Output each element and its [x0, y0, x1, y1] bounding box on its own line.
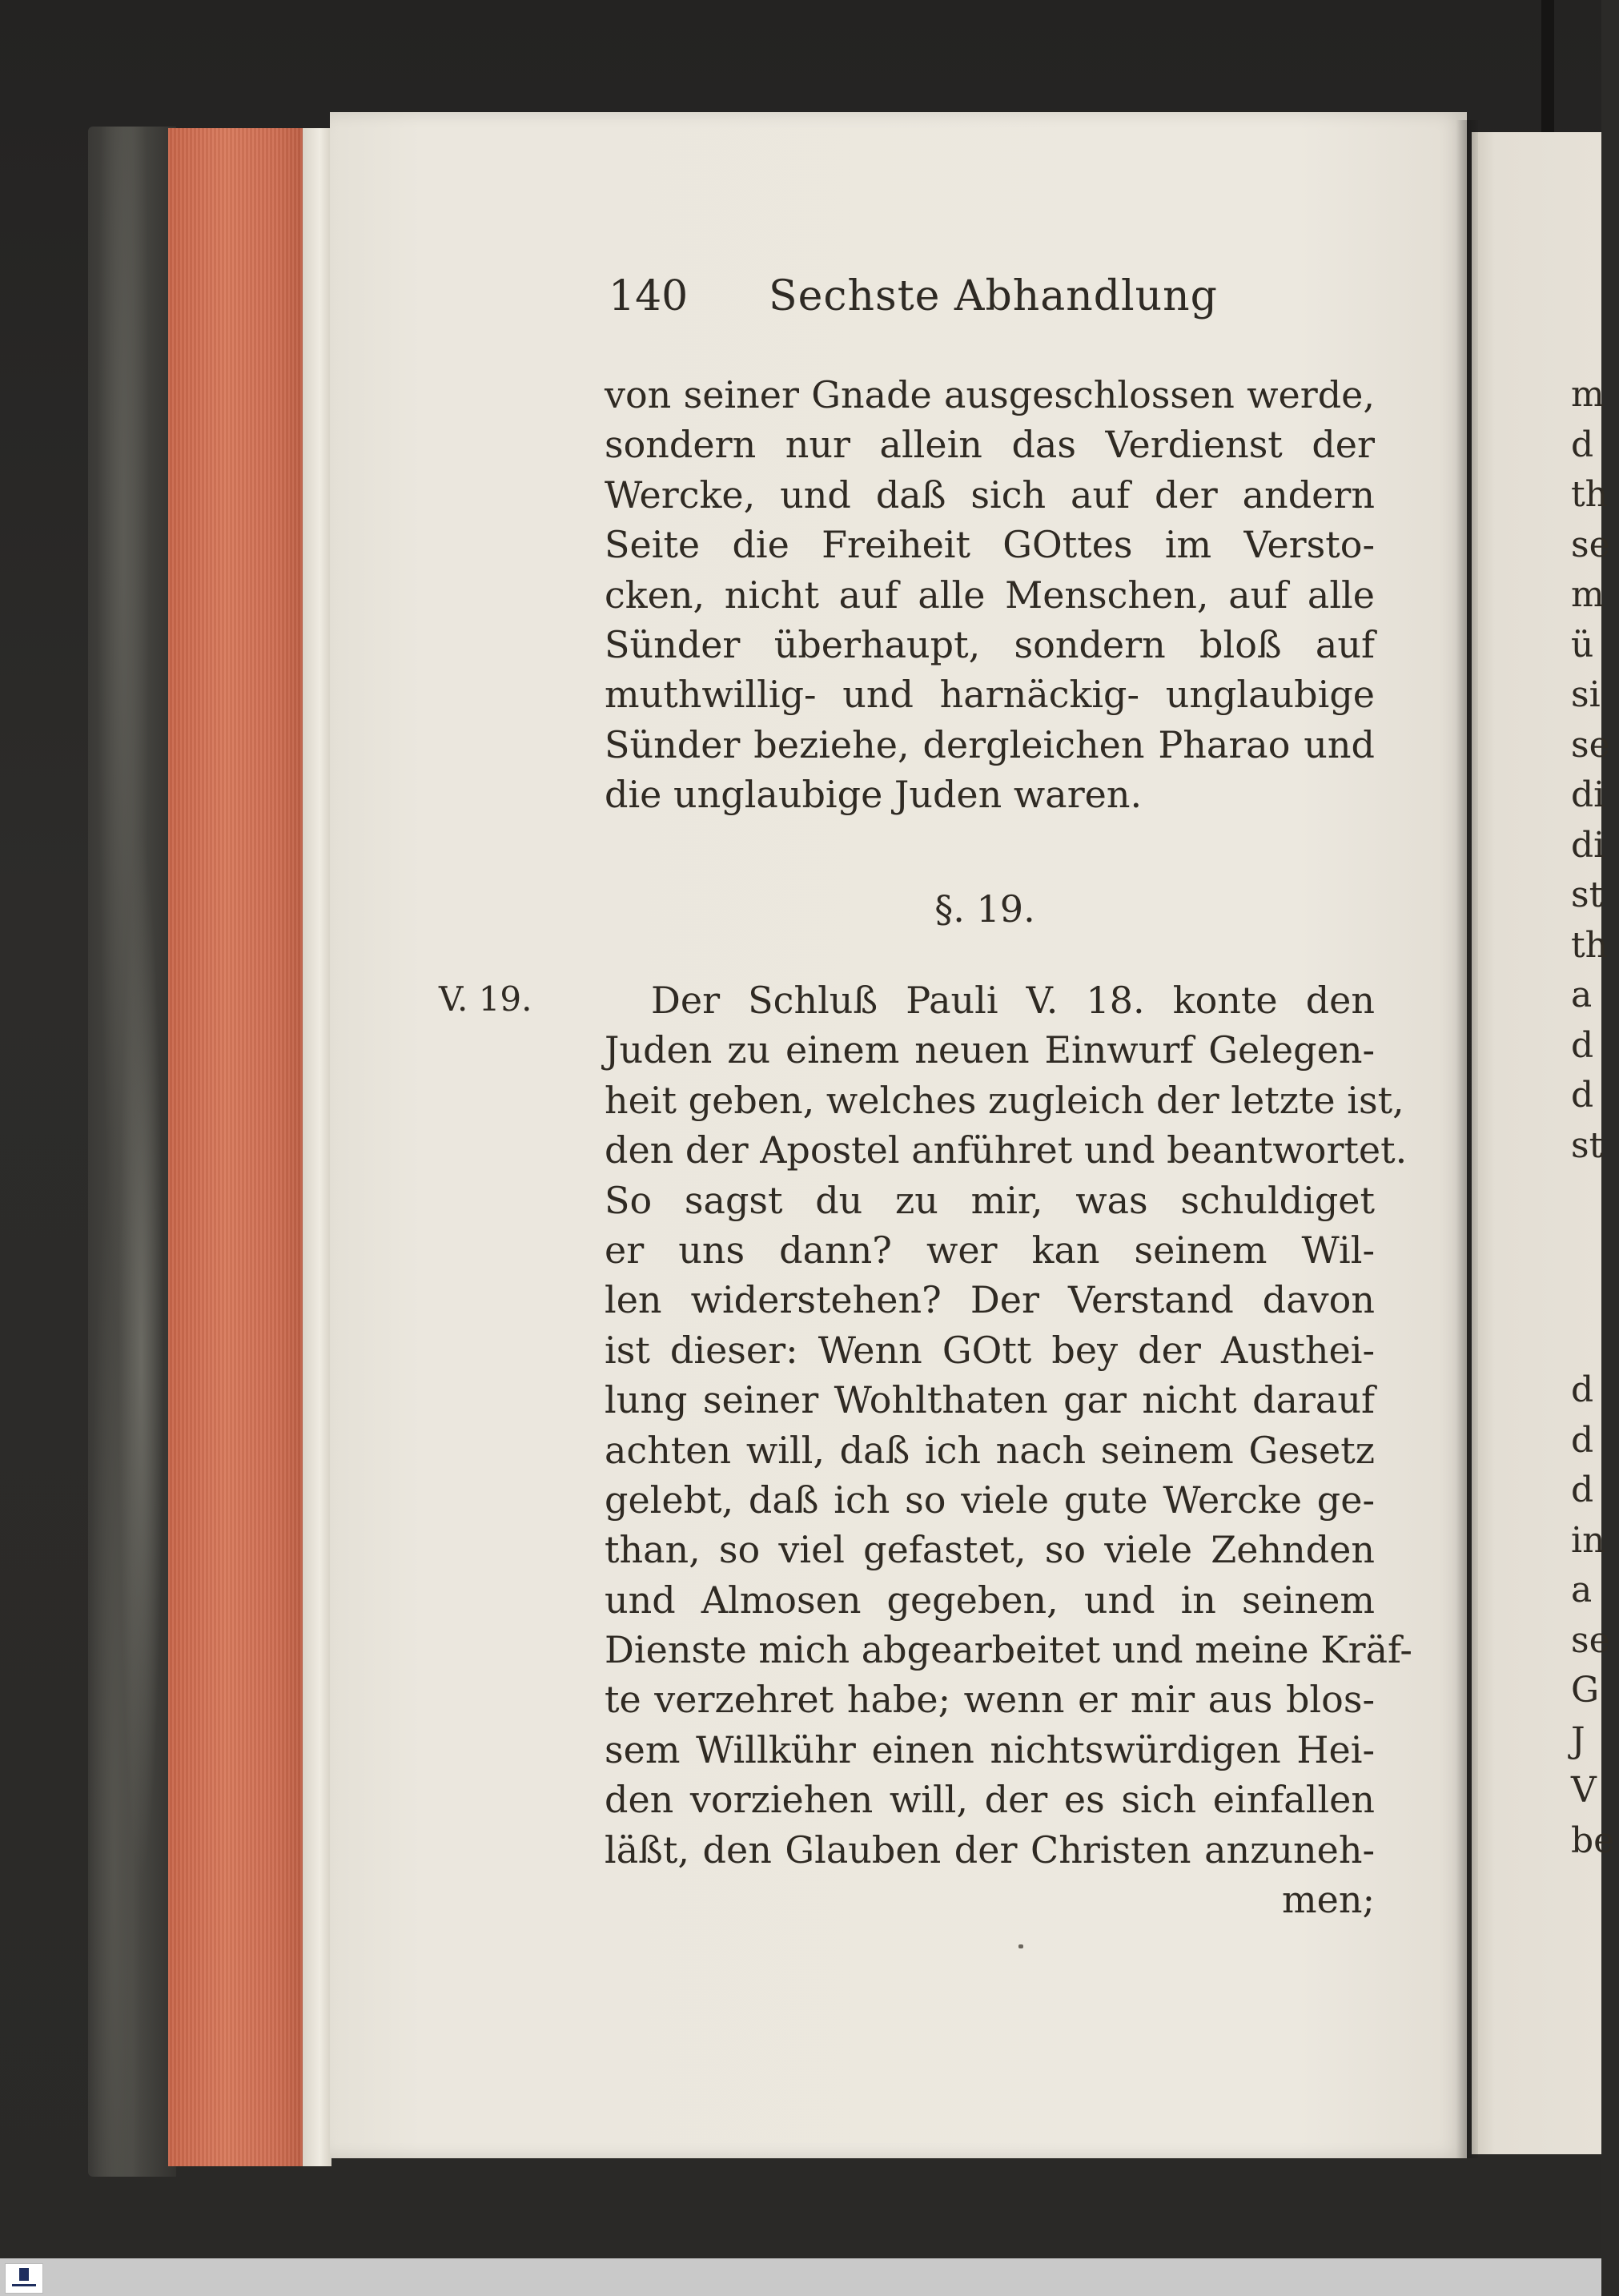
- text-line: lung seiner Wohlthaten gar nicht darauf: [605, 1378, 1375, 1422]
- text-fragment: be: [1571, 1820, 1615, 1861]
- text-line: Sünder überhaupt, sondern bloß auf: [605, 622, 1375, 666]
- text-fragment: d: [1571, 1075, 1594, 1116]
- text-fragment: m: [1571, 574, 1605, 615]
- viewer-bottom-bar: [0, 2258, 1601, 2296]
- text-fragment: di: [1571, 774, 1605, 815]
- text-fragment: se: [1571, 1619, 1610, 1661]
- text-fragment: di: [1571, 824, 1605, 866]
- text-line: Dienste mich abgearbeitet und meine Kräf-: [605, 1628, 1412, 1672]
- text-fragment: d: [1571, 424, 1594, 465]
- text-fragment: d: [1571, 1024, 1594, 1066]
- text-fragment: J: [1571, 1719, 1585, 1761]
- text-fragment: V: [1571, 1770, 1597, 1811]
- text-line: die unglaubige Juden waren.: [605, 773, 1143, 817]
- text-line: te verzehret habe; wenn er mir aus blos-: [605, 1678, 1375, 1722]
- margin-verse-note: V. 19.: [439, 979, 532, 1019]
- text-line: Wercke, und daß sich auf der andern: [605, 472, 1375, 517]
- text-fragment: ü: [1571, 624, 1594, 665]
- text-fragment: d: [1571, 1369, 1594, 1410]
- library-logo-icon: [5, 2263, 43, 2294]
- page-stack-edge: [303, 128, 331, 2166]
- facing-page-text-bottom: [1571, 1365, 1619, 1866]
- text-fragment: st: [1571, 1124, 1604, 1166]
- section-heading: §. 19.: [934, 887, 1035, 931]
- text-fragment: a: [1571, 1570, 1593, 1610]
- text-line: Juden zu einem neuen Einwurf Gelegen-: [605, 1028, 1375, 1072]
- text-fragment: st: [1571, 875, 1604, 915]
- text-fragment: a: [1571, 975, 1593, 1015]
- text-fragment: th: [1571, 474, 1609, 515]
- paper-speck: [1018, 1944, 1023, 1948]
- facing-page-text-top: [1571, 370, 1619, 1171]
- page-number: 140: [609, 272, 689, 320]
- paragraph-top: [605, 370, 1375, 820]
- text-line: muthwillig- und harnäckig- unglaubige: [605, 673, 1375, 717]
- text-line: ist dieser: Wenn GOtt bey der Austhei-: [605, 1328, 1375, 1372]
- text-fragment: G: [1571, 1670, 1600, 1711]
- running-head: [609, 264, 1409, 328]
- text-fragment: se: [1571, 524, 1610, 565]
- text-fragment: d: [1571, 1470, 1594, 1510]
- text-fragment: se: [1571, 724, 1610, 766]
- text-line: Sünder beziehe, dergleichen Pharao und: [605, 722, 1375, 766]
- text-line: von seiner Gnade ausgeschlossen werde,: [605, 373, 1375, 416]
- text-line: achten will, daß ich nach seinem Gesetz: [605, 1428, 1375, 1472]
- text-fragment: th: [1571, 924, 1609, 966]
- text-line: sondern nur allein das Verdienst der: [605, 423, 1375, 467]
- text-line: gelebt, daß ich so viele gute Wercke ge-: [605, 1478, 1375, 1522]
- book-cover-edge: [88, 127, 176, 2177]
- text-fragment: si: [1571, 674, 1601, 715]
- text-line: er uns dann? wer kan seinem Wil-: [605, 1228, 1375, 1272]
- text-line: den vorziehen will, der es sich einfallen: [605, 1778, 1375, 1822]
- book-gutter: [1456, 120, 1478, 2158]
- text-fragment: m: [1571, 374, 1605, 415]
- text-fragment: d: [1571, 1419, 1594, 1461]
- text-line: than, so viel gefastet, so viele Zehnden: [605, 1528, 1375, 1572]
- text-fragment: in: [1571, 1519, 1605, 1561]
- text-line: den der Apostel anführet und beantwortet.: [605, 1128, 1408, 1172]
- paragraph-main: [605, 975, 1412, 1924]
- text-line: heit geben, welches zugleich der letzte ist,: [605, 1078, 1404, 1122]
- text-line: sem Willkühr einen nichtswürdigen Hei-: [605, 1727, 1375, 1771]
- red-page-edges: [168, 128, 312, 2166]
- text-line: cken, nicht auf alle Menschen, auf alle: [605, 573, 1375, 617]
- text-line: Seite die Freiheit GOttes im Versto-: [605, 523, 1375, 567]
- text-line: Der Schluß Pauli V. 18. konte den: [651, 979, 1375, 1022]
- text-line: len widerstehen? Der Verstand davon: [605, 1278, 1375, 1322]
- text-line: und Almosen gegeben, und in seinem: [605, 1578, 1375, 1622]
- catchword: men;: [1282, 1878, 1375, 1922]
- text-line: läßt, den Glauben der Christen anzuneh-: [605, 1828, 1375, 1872]
- text-line: So sagst du zu mir, was schuldiget: [605, 1178, 1375, 1222]
- running-title: Sechste Abhandlung: [769, 272, 1218, 320]
